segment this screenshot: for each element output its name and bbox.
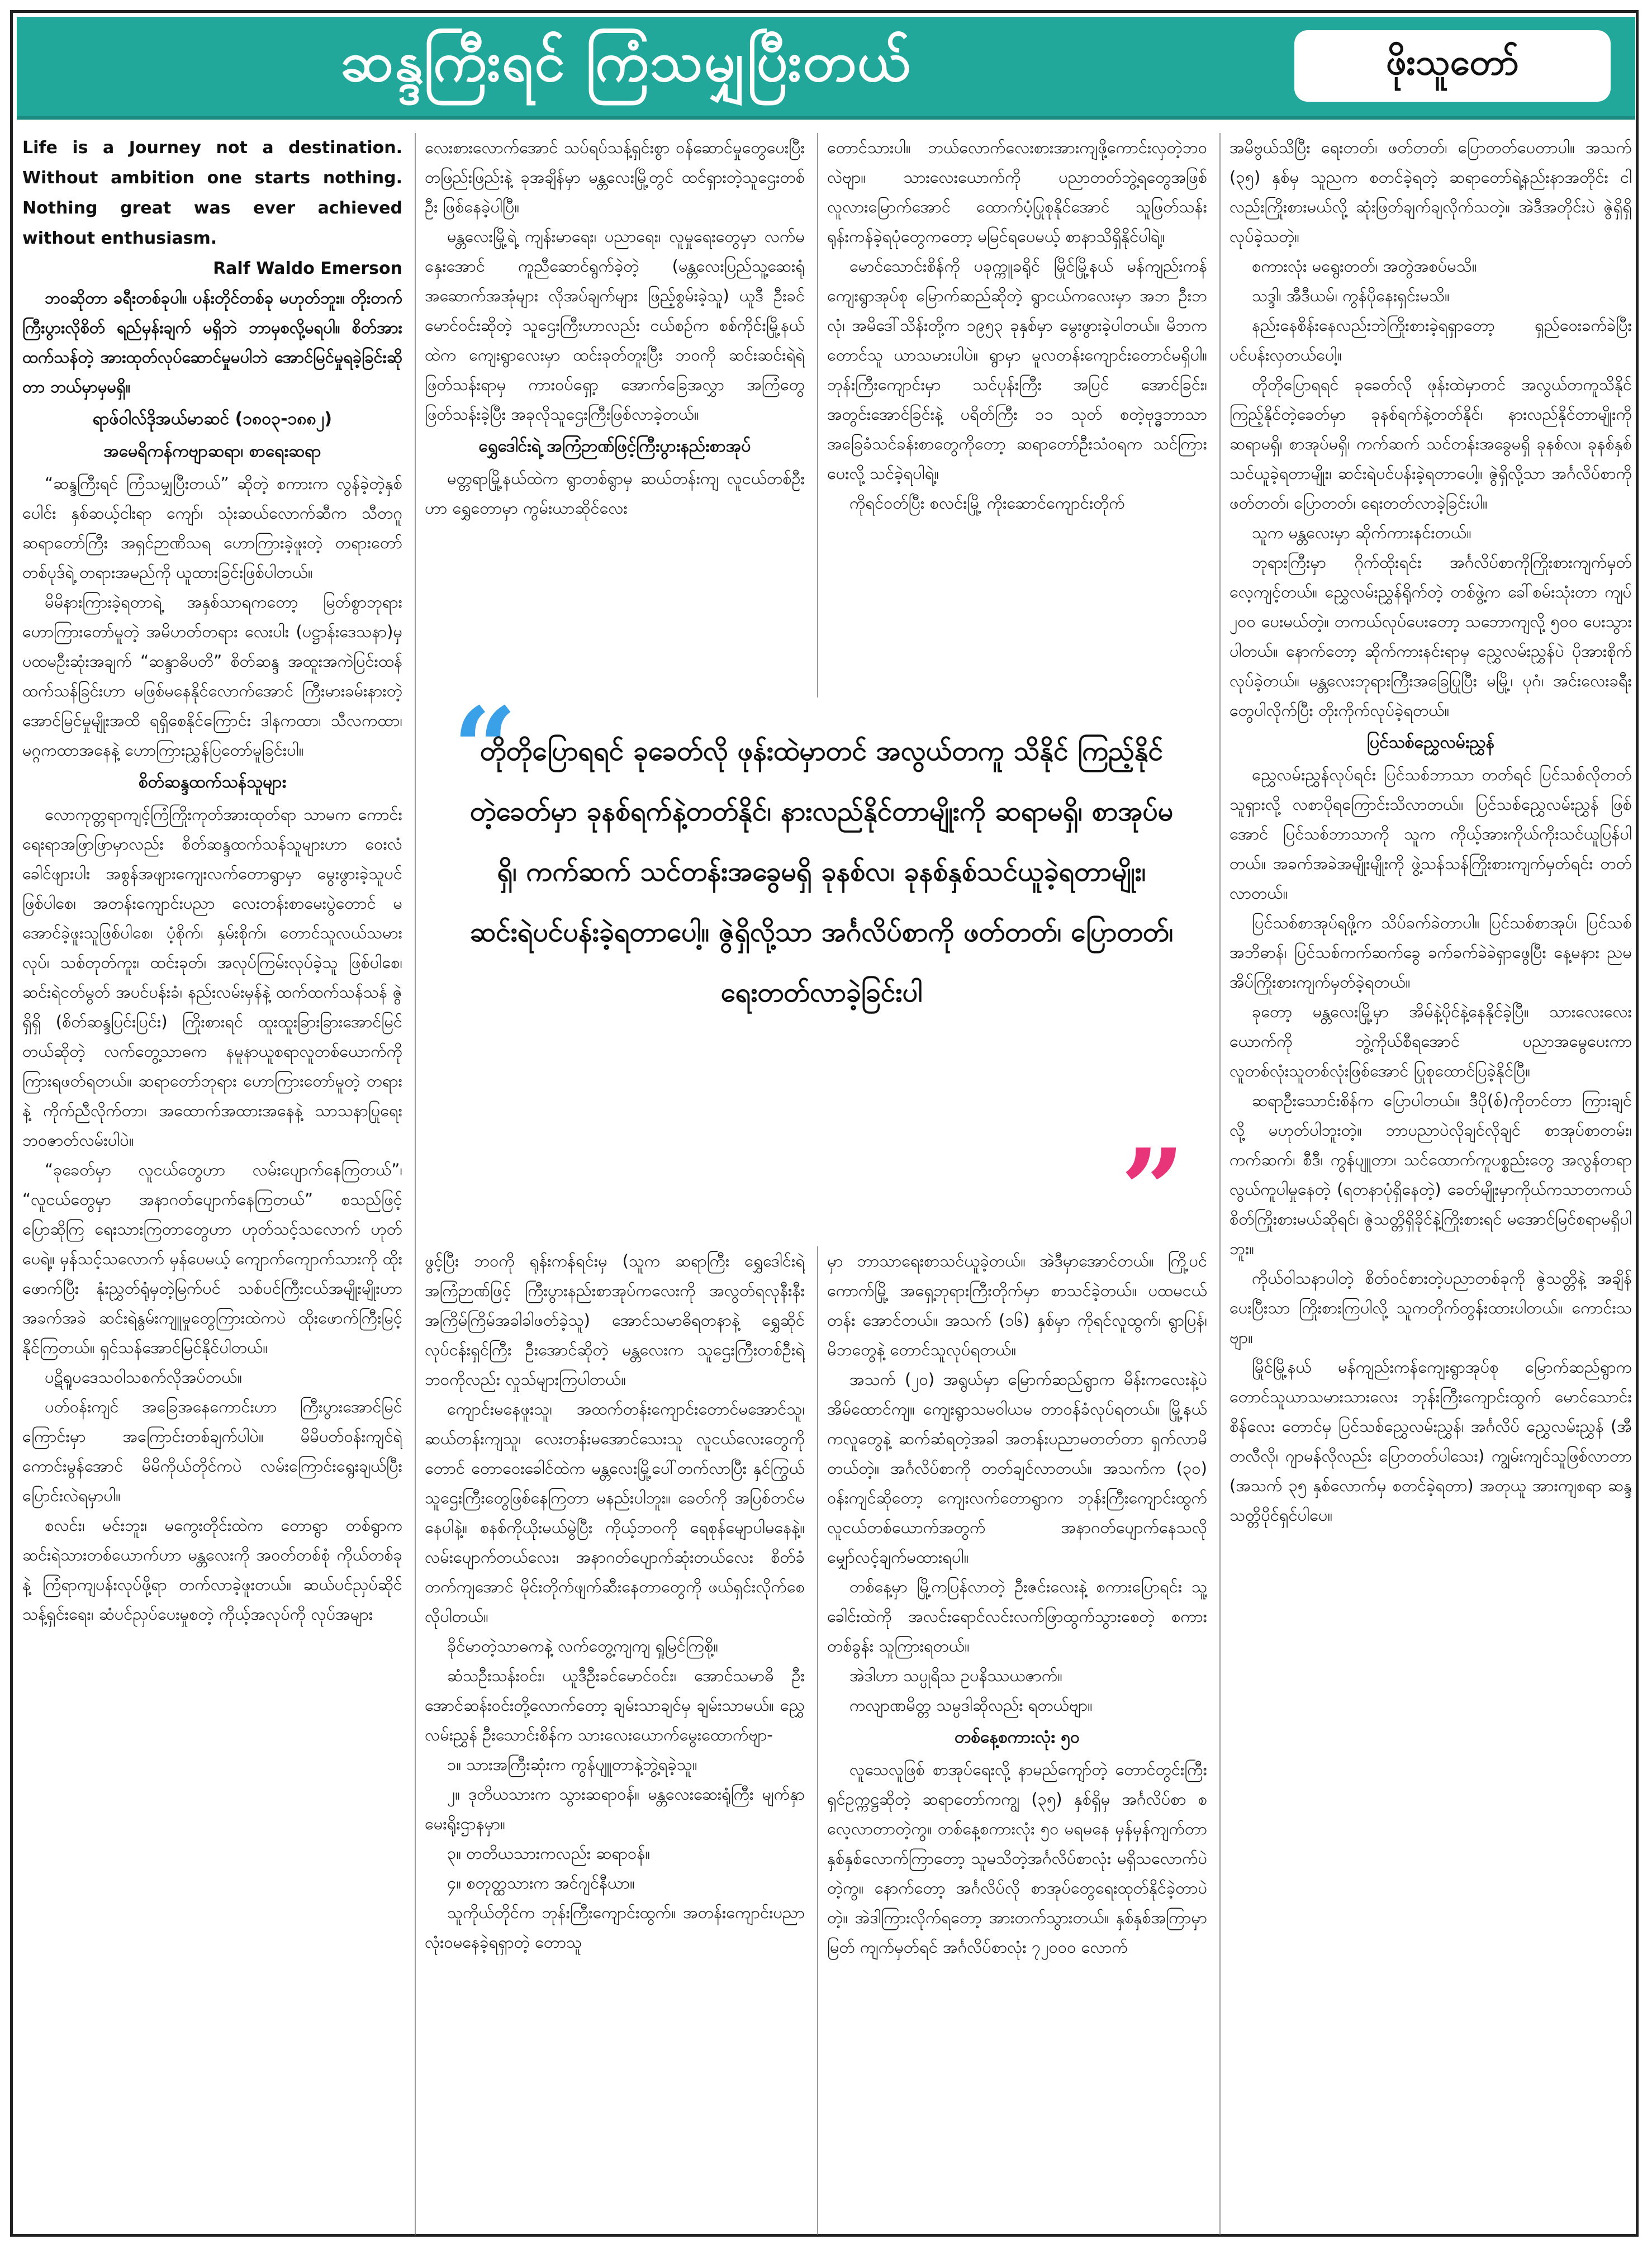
- paragraph: မတ္တရာမြို့နယ်ထဲက ရွာတစ်ရွာမှ ဆယ်တန်းကျ လူငယ်တစ်ဦးဟာ ရွှေတောမှာ ကွမ်းယာဆိုင်လေး: [425, 469, 805, 518]
- paragraph: သဒ္ဒါ၊ အီဒီယမ်၊ ကွန်ပိုနေးရှင်းမသိ။: [1252, 286, 1450, 305]
- paragraph: လောကုတ္တရာကျင့်ကြံကြိုးကုတ်အားထုတ်ရာ သာမက ကောင်းရေးရာအဖြာဖြာမှာလည်း စိတ်ဆန္ဒထက်သန်သူများဟာ ဝေးလံခေါင်ဖျားပါး အစွန်အဖျားကျေးလက်တောရွာမှာ မွေးဖွားခဲ့သူပင် ဖြစ်ပါစေ၊ အတန်းကျောင်းပညာ လေးတန်းစာမေးပွဲတောင် မအောင်ခဲ့ဖူးသူဖြစ်ပါစေ၊ ပံ့စိုက်၊ နှမ်းစိုက်၊ တောင်သူလယ်သမားလုပ်၊ သစ်တုတ်ကူး၊ ထင်းခုတ်၊ အလုပ်ကြမ်းလုပ်ခဲ့သူ ဖြစ်ပါစေ၊ ဆင်းရဲငတ်မွတ် အပင်ပန်းခံ၊ နည်းလမ်းမှန်နဲ့ ထက်ထက်သန်သန် ဇွဲရှိရှိ (စိတ်ဆန္ဒပြင်းပြင်း) ကြိုးစားရင် ထူးထူးခြားခြားအောင်မြင်တယ်ဆိုတဲ့ လက်တွေ့သာဓက နမူနာယူစရာလူတစ်ယောက်ကို ကြားရဖတ်ရတယ်။ ဆရာတော်ဘုရား ဟောကြားတော်မူတဲ့ တရားနဲ့ ကိုက်ညီလိုက်တာ၊ အထောက်အထားအနေနဲ့ သာသနာပြုရေး ဘဝဇာတ်လမ်းပါပဲ။: [22, 805, 402, 1150]
- intro-paragraph: ဘဝဆိုတာ ခရီးတစ်ခုပါ။ ပန်းတိုင်တစ်ခု မဟုတ်ဘူး။ တိုးတက်ကြီးပွားလိုစိတ် ရည်မှန်းချက် မရှိဘဲ ဘာမှစလို့မရပါ။ စိတ်အားထက်သန်တဲ့ အားထုတ်လုပ်ဆောင်မှုမပါဘဲ အောင်မြင်မှုရခဲ့ခြင်းဆိုတာ ဘယ်မှာမှမရှိ။: [22, 288, 402, 396]
- paragraph: ညွှေလမ်းညွှန်လုပ်ရင်း ပြင်သစ်ဘာသာ တတ်ရင် ပြင်သစ်လိုတတ်သူရှားလို့ လစာပိုရကြောင်းသိလာတယ်။ ပြင်သစ်ညွှေလမ်းညွှန် ဖြစ်အောင် ပြင်သစ်ဘာသာကို သူက ကိုယ့်အားကိုယ်ကိုးသင်ယူပြန်ပါတယ်။ အခက်အခဲအမျိုးမျိုးကို ဖွဲ့သန်သန်ကြိုးစားကျက်မှတ်ရင်း တတ်လာတယ်။: [1229, 765, 1632, 903]
- section-heading: တစ်နေ့စကားလုံး ၅၀: [954, 1728, 1080, 1747]
- paragraph: ဘုရားကြီးမှာ ဂိုက်ထိုးရင်း အင်္ဂလိပ်စာကိုကြိုးစားကျက်မှတ်လေ့ကျင့်တယ်။ ညွှေလမ်းညွှန်ရိုက်တဲ့ တစ်ဖွဲ့က ခေါ်စမ်းသုံးတာ ကျပ် ၂၀၀ ပေးမယ်တဲ့။ တကယ်လုပ်ပေးတော့ သဘောကျလို့ ၅၀၀ ပေးသွားပါတယ်။ နောက်တော့ ဆိုက်ကားနင်းရာမှ ညွှေလမ်းညွှန်ပဲ ပိုအားစိုက်လုပ်ခဲ့တယ်။ မန္တလေးဘုရားကြီးအခြေပြုပြီး မမြို့၊ ပုဂံ၊ အင်းလေးခရီးတွေပါလိုက်ပြီး တိုးကိုက်လုပ်ခဲ့ရတယ်။: [1229, 553, 1632, 720]
- column-3-bottom: [827, 1246, 1207, 2234]
- list-item: ၃။ တတိယသားကလည်း ဆရာဝန်။: [447, 1844, 651, 1863]
- paragraph: ကလျာဏမိတ္တ သမ္ပဒါဆိုလည်း ရတယ်ဗျာ။: [849, 1696, 1093, 1715]
- english-quote: Life is a Journey not a destination. Without ambition one starts nothing. Nothing great was ever achieved without enthusiasm.: [22, 138, 402, 248]
- quote-author: Ralf Waldo Emerson: [213, 259, 402, 278]
- author-name: ဖိုးသူတော်: [1294, 30, 1611, 102]
- section-heading: ရွှေဒေါင်းရဲ့ အကြံဉာဏ်ဖြင့်ကြီးပွားနည်းစာအုပ်: [478, 436, 751, 456]
- paragraph: ဆရာဦးသောင်းစိန်က ပြောပါတယ်။ ဒီပို(စ်)ကိုတင်တာ ကြားချင်လို့ မဟုတ်ပါဘူးတဲ့။ ဘာပညာပဲလိုချင်လိုချင် စာအုပ်စာတမ်း၊ ကက်ဆက်၊ စီဒီ၊ ကွန်ပျူတာ၊ သင်ထောက်ကူပစ္စည်းတွေ အလွန်တရာလွယ်ကူပါမှုနေတဲ့ (ရတနာပုံရှိနေတဲ့) ခေတ်မျိုးမှာကိုယ်ကသာတကယ်စိတ်ကြိုးစားမယ်ဆိုရင်၊ ဇွဲသတ္တိရှိခိုင်နဲ့ကြိုးစားရင် မအောင်မြင်စရာမရှိပါဘူး။: [1229, 1091, 1632, 1258]
- paragraph: အသက် (၂၀) အရွယ်မှာ မြောက်ဆည်ရွာက မိန်းကလေးနဲ့ပဲ အိမ်ထောင်ကျ။ ကျေးရွာသမဝါယမ တာဝန်ခံလုပ်ရတယ်။ မြို့နယ်ကလူတွေနဲ့ ဆက်ဆံရတဲ့အခါ အတန်းပညာမတတ်တာ ရှက်လာမိတယ်တဲ့။ အင်္ဂလိပ်စာကို တတ်ချင်လာတယ်။ အသက်က (၃၀) ဝန်းကျင်ဆိုတော့ ကျေးလက်တောရွာက ဘုန်းကြီးကျောင်းထွက် လူငယ်တစ်ယောက်အတွက် အနာဂတ်ပျောက်နေသလို မျှော်လင့်ချက်မထားရပါ။: [827, 1370, 1207, 1567]
- close-quote-icon: ”: [1120, 1124, 1185, 1256]
- paragraph: စကားလုံး မရွေးတတ်၊ အတွဲအစပ်မသိ။: [1252, 257, 1477, 276]
- paragraph: မြိုင်မြို့နယ် မန်ကျည်းကန်ကျေးရွာအုပ်စု မြောက်ဆည်ရွာက တောင်သူယာသမားသားလေး ဘုန်းကြီးကျောင်းထွက် မောင်သောင်းစိန်လေး တောင်မှ ပြင်သစ်ညွှေလမ်းညွှန်၊ အင်္ဂလိပ် ညွှေလမ်းညွှန် (အီတလီလို၊ ဂျာမန်လိုလည်း ပြောတတ်ပါသေး) ကျွမ်းကျင်သူဖြစ်လာတာ (အသက် ၃၅ နှစ်လောက်မှ စတင်ခဲ့ရတာ) အတုယူ အားကျစရာ ဆန္ဒသတ္တိပိုင်ရှင်ပါပေ။: [1229, 1358, 1632, 1525]
- paragraph: သူကိုယ်တိုင်က ဘုန်းကြီးကျောင်းထွက်။ အတန်းကျောင်းပညာလုံးဝမနေခဲ့ရရှာတဲ့ တောသူ: [425, 1903, 805, 1952]
- paragraph: ဖွင့်ပြီး ဘဝကို ရုန်းကန်ရင်းမှ (သူက ဆရာကြီး ရွှေဒေါင်းရဲ့ အကြံဉာဏ်ဖြင့် ကြီးပွားနည်းစာအုပ်ကလေးကို အလွတ်ရလုနီးနီး အကြိမ်ကြိမ်အခါခါဖတ်ခဲ့သူ) အောင်သမာဓိရတနာနဲ့ ရွှေဆိုင်လုပ်ငန်းရှင်ကြီး ဦးအောင်ဆိုတဲ့ မန္တလေးက သူဌေးကြီးတစ်ဦးရဲ့ ဘဝကိုလည်း လှုသ်များကြပါတယ်။: [425, 1251, 805, 1389]
- column-divider: [1219, 133, 1221, 2234]
- paragraph: ပတ်ဝန်းကျင် အခြေအနေကောင်းဟာ ကြီးပွားအောင်မြင်ကြောင်းမှာ အကြောင်းတစ်ချက်ပါပဲ။ မိမိပတ်ဝန်းကျင်ရဲ့ ကောင်းမွန်အောင် မိမိကိုယ်တိုင်ကပဲ လမ်းကြောင်းရွေးချယ်ပြီး ပြောင်းလဲရမှာပါ။: [22, 1397, 402, 1505]
- column-divider: [415, 133, 416, 2234]
- paragraph: ကျောင်းမနေဖူးသူ၊ အထက်တန်းကျောင်းတောင်မအောင်သူ၊ ဆယ်တန်းကျသူ၊ လေးတန်းမအောင်သေးသူ လူငယ်လေးတွေကိုတောင် တောဝေးခေါင်ထဲက မန္တလေးမြို့ပေါ်တက်လာပြီး နှင်ကြွယ်သူဌေးကြီးတွေဖြစ်နေကြတာ မနည်းပါဘူး။ ခေတ်ကို အပြစ်တင်မနေပါနဲ့။ စနစ်ကိုယိုးမယ်မွဲပြီး ကိုယ့်ဘဝကို ရေစုန်မျောပါမနေနဲ့။ လမ်းပျောက်တယ်လေး၊ အနာဂတ်ပျောက်ဆုံးတယ်လေး စိတ်ခံတက်ကျအောင် မိုင်းတိုက်ဖျက်ဆီးနေတာတွေကို ဖယ်ရှင်းလိုက်စေလိုပါတယ်။: [425, 1399, 805, 1626]
- list-item: ၄။ စတုတ္ထသားက အင်ဂျင်နီယာ။: [447, 1873, 635, 1892]
- paragraph: ခိုင်မာတဲ့သာဓကနဲ့ လက်တွေ့ကျကျ ရှုမြင်ကြစို့။: [447, 1636, 719, 1655]
- column-3-top: [827, 133, 1207, 698]
- paragraph: နည်းနေစိန်းနေလည်းဘဲကြိုးစားခဲ့ရရှာတော့ ရှည်ဝေးခက်ခဲပြီး ပင်ပန်းလှတယ်ပေါ့။: [1229, 316, 1632, 364]
- column-divider: [817, 1246, 818, 2234]
- paragraph: အဲဒါဟာ သပ္ပုရိသ ဥပနိဿယဇာက်။: [849, 1666, 1062, 1685]
- paragraph: ခုတော့ မန္တလေးမြို့မှာ အိမ်နဲ့ပိုင်နဲ့နေနိုင်ခဲ့ပြီ။ သားလေးလေးယောက်ကို ဘွဲ့ကိုယ်စီရအောင် ပညာအမွေပေးကာ လူတစ်လုံးသူတစ်လုံးဖြစ်အောင် ပြုစုထောင်ပြခဲ့နိုင်ပြီ။: [1229, 1002, 1632, 1080]
- paragraph: မန္တလေးမြို့ရဲ့ ကျန်းမာရေး၊ ပညာရေး၊ လူမှုရေးတွေမှာ လက်မနှေးအောင် ကူညီဆောင်ရွက်ခဲ့တဲ့ (မန္တလေးပြည်သူ့ဆေးရုံအဆောက်အအုံများ လိုအပ်ချက်များ ဖြည့်စွမ်းခဲ့သူ) ယူဒီ ဦးခင်မောင်ဝင်းဆိုတဲ့ သူဌေးကြီးဟာလည်း ငယ်စဉ်က စစ်ကိုင်းမြို့နယ်ထဲက ကျေးရွာလေးမှာ ထင်းခုတ်တူးပြီး ဘဝကို ဆင်းဆင်းရဲရဲဖြတ်သန်းရာမှ ကားဝပ်ရှော့ အောက်ခြေအလွှာ အကြံတွေ ဖြတ်သန်းခဲ့ပြီး အခုလိုသူဌေးကြီးဖြစ်လာခဲ့တယ်။: [425, 227, 805, 424]
- headline: ဆန္ဒကြီးရင် ကြံသမျှပြီးတယ်: [340, 30, 912, 94]
- paragraph: လူသေလူဖြစ် စာအုပ်ရေးလို့ နာမည်ကျော်တဲ့ တောင်တွင်းကြီးရှင်ဥက္ကဋ္ဌဆိုတဲ့ ဆရာတော်ကကျွ (၃၅) နှစ်ရှိမှ အင်္ဂလိပ်စာ စလေ့လာတာတဲ့ကွ။ တစ်နေ့စကားလုံး ၅၀ မရမနေ မှန်မှန်ကျက်တာ နှစ်နှစ်လောက်ကြာတော့ သူမသိတဲ့အင်္ဂလိပ်စာလုံး မရှိသလောက်ပဲတဲ့ကွ။ နောက်တော့ အင်္ဂလိပ်လို စာအုပ်တွေရေးထုတ်နိုင်ခဲ့တာပဲတဲ့။ အဲဒါကြားလိုက်ရတော့ အားတက်သွားတယ်။ နှစ်နှစ်အကြာမှာမြတ် ကျက်မှတ်ရင် အင်္ဂလိပ်စာလုံး ၇၂၀၀၀ လောက်: [827, 1760, 1207, 1957]
- paragraph: မောင်သောင်းစိန်ကို ပခုက္ကူခရိုင် မြိုင်မြို့နယ် မန်ကျည်းကန်ကျေးရွာအုပ်စု မြောက်ဆည်ဆိုတဲ့ ရွာငယ်ကလေးမှာ အဘ ဦးဘလုံ၊ အမိဒေါ်သိန်းတို့က ၁၉၅၃ ခုနှစ်မှာ မွေးဖွားခဲ့ပါတယ်။ မိဘက တောင်သူ ယာသမားပါပဲ။ ရွာမှာ မူလတန်းကျောင်းတောင်မရှိပါ။ ဘုန်းကြီးကျောင်းမှာ သင်ပုန်းကြီး အပြင် အောင်ခြင်း၊ အတွင်းအောင်ခြင်းနဲ့ ပရိတ်ကြီး ၁၁ သုတ် စတဲ့ဗုဒ္ဓဘာသာ အခြေခံသင်ခန်းစာတွေကိုတော့ ဆရာတော်ဦးသံဝရက သင်ကြားပေးလို့ သင်ခဲ့ရပါရဲ့။: [827, 257, 1207, 483]
- paragraph: တိုတိုပြောရရင် ခုခေတ်လို ဖုန်းထဲမှာတင် အလွယ်တကူသိနိုင် ကြည့်နိုင်တဲ့ခေတ်မှာ ခုနစ်ရက်နဲ့တတ်နိုင်၊ နားလည်နိုင်တာမျိုးကို ဆရာမရှိ၊ စာအုပ်မရှိ၊ ကက်ဆက် သင်တန်းအခွေမရှိ ခုနစ်လ၊ ခုနစ်နှစ်သင်ယူခဲ့ရတာမျိုး၊ ဆင်းရဲပင်ပန်းခဲ့ရတာပေါ့။ ဇွဲရှိလို့သာ အင်္ဂလိပ်စာကို ဖတ်တတ်၊ ပြောတတ်၊ ရေးတတ်လာခဲ့ခြင်းပါ။: [1229, 375, 1632, 513]
- intro-role: အမေရိကန်ကဗျာဆရာ၊ စာရေးဆရာ: [103, 442, 321, 461]
- column-divider: [817, 133, 818, 698]
- paragraph: ဆံသဦးသန်းဝင်း၊ ယူဒီဦးခင်မောင်ဝင်း၊ အောင်သမာဓိ ဦးအောင်ဆန်းဝင်းတို့လောက်တော့ ချမ်းသာချင်မှ ချမ်းသာမယ်။ ညွှေလမ်းညွှန် ဦးသောင်းစိန်က သားလေးယောက်မွေးထောက်ဗျာ-: [425, 1666, 805, 1744]
- paragraph: အမိဗွယ်သိပြီး ရေးတတ်၊ ဖတ်တတ်၊ ပြောတတ်ပေတာပါ။ အသက် (၃၅) နှစ်မှ သူညက စတင်ခဲ့ရတဲ့ ဆရာတော်ရဲ့နည်းနာအတိုင်း ငါလည်းကြိုးစားမယ်လို့ ဆုံးဖြတ်ချက်ချလိုက်သတဲ့။ အဲဒီအတိုင်းပဲ ဇွဲရှိရှိလုပ်ခဲ့သတဲ့။: [1229, 138, 1632, 246]
- paragraph: တောင်သားပါ။ ဘယ်လောက်လေးစားအားကျဖို့ကောင်းလှတဲ့ဘဝလဲဗျာ။ သားလေးယောက်ကို ပညာတတ်ဘွဲ့ရတွေအဖြစ် လူလားမြောက်အောင် ထောက်ပံ့ပြုစုနိုင်အောင် သူဖြတ်သန်းရုန်းကန်ခဲ့ရပုံတွေကတော့ မမြင်ရပေမယ့် စာနာသိရှိနိုင်ပါရဲ့။: [827, 138, 1207, 246]
- paragraph: ပဋိရူပဒေသဝါသစက်လိုအပ်တယ်။: [45, 1368, 243, 1387]
- paragraph: ကိုရင်ဝတ်ပြီး စလင်းမြို့ ကိုးဆောင်ကျောင်းတိုက်: [849, 494, 1125, 513]
- paragraph: စလင်း၊ မင်းဘူး၊ မကွေးတိုင်းထဲက တောရွာ တစ်ရွာက ဆင်းရဲသားတစ်ယောက်ဟာ မန္တလေးကို အဝတ်တစ်စုံ ကိုယ်တစ်ခုနဲ့ ကြံရာကျပန်းလုပ်ဖို့ရာ တက်လာခဲ့ဖူးတယ်။ ဆယ်ပင်ညှပ်ဆိုင် သန့်ရှင်းရေး၊ ဆံပင်ညှပ်ပေးမှုစတဲ့ ကိုယ့်အလုပ်ကို လုပ်အများ: [22, 1516, 402, 1624]
- column-1: [22, 133, 402, 2234]
- list-item: ၂။ ဒုတိယသားက သွားဆရာဝန်။ မန္တလေးဆေးရုံကြီး မျက်နှာမေးရိုးဌာနမှာ။: [425, 1785, 805, 1833]
- section-heading: စိတ်ဆန္ဒထက်သန်သူများ: [138, 772, 287, 792]
- paragraph: မှာ ဘာသာရေးစာသင်ယူခဲ့တယ်။ အဲဒီမှာအောင်တယ်။ ကြို့ပင်ကောက်မြို့ အရှေ့ဘုရားကြီးတိုက်မှာ စာသင်ခဲ့တယ်။ ပထမငယ်တန်း အောင်တယ်။ အသက် (၁၆) နှစ်မှာ ကိုရင်လူထွက်၊ ရွာပြန်၊ မိဘတွေနဲ့ တောင်သူလုပ်ရတယ်။: [827, 1251, 1207, 1359]
- column-4: [1229, 133, 1632, 2234]
- paragraph: တစ်နေ့မှာ မြို့ကပြန်လာတဲ့ ဦးဇင်းလေးနဲ့ စကားပြောရင်း သူ့ခေါင်းထဲကို အလင်းရောင်လင်းလက်ဖြာထွက်သွားစေတဲ့ စကားတစ်ခွန်း သူကြားရတယ်။: [827, 1577, 1207, 1655]
- pull-quote-text: တိုတိုပြောရရင် ခုခေတ်လို ဖုန်းထဲမှာတင် အလွယ်တကူ သိနိုင် ကြည့်နိုင်တဲ့ခေတ်မှာ ခုနစ်ရက်နဲ့တတ်နိုင်၊ နားလည်နိုင်တာမျိုးကို ဆရာမရှိ၊ စာအုပ်မရှိ၊ ကက်ဆက် သင်တန်းအခွေမရှိ ခုနစ်လ၊ ခုနစ်နှစ်သင်ယူခဲ့ရတာမျိုး၊ ဆင်းရဲပင်ပန်းခဲ့ရတာပေါ့။ ဇွဲရှိလို့သာ အင်္ဂလိပ်စာကို ဖတ်တတ်၊ ပြောတတ်၊ ရေးတတ်လာခဲ့ခြင်းပါ: [469, 736, 1174, 1008]
- paragraph: “ဆန္ဒကြီးရင် ကြံသမျှပြီးတယ်” ဆိုတဲ့ စကားက လွန်ခဲ့တဲ့နှစ်ပေါင်း နှစ်ဆယ့်ငါးရာ ကျော်၊ သုံးဆယ်လောက်ဆီက သီတဂူဆရာတော်ကြီး အရှင်ဉာဏိသရ ဟောကြားခဲ့ဖူးတဲ့ တရားတော်တစ်ပုဒ်ရဲ့ တရားအမည်ကို ယူထားခြင်းဖြစ်ပါတယ်။: [22, 474, 402, 582]
- paragraph: သူက မန္တလေးမှာ ဆိုက်ကားနင်းတယ်။: [1252, 523, 1471, 542]
- list-item: ၁။ သားအကြီးဆုံးက ကွန်ပျူတာနဲ့ဘွဲ့ရခဲ့သူ။: [447, 1755, 697, 1774]
- paragraph: ကိုယ်ဝါသနာပါတဲ့ စိတ်ဝင်စားတဲ့ပညာတစ်ခုကို ဇွဲသတ္တိနဲ့ အချိန်ပေးပြီးသာ ကြိုးစားကြပါလို့ သူကတိုက်တွန်းထားပါတယ်။ ကောင်းသဗျာ။: [1229, 1269, 1632, 1347]
- column-2-top: [425, 133, 805, 698]
- paragraph: “ခုခေတ်မှာ လူငယ်တွေဟာ လမ်းပျောက်နေကြတယ်”၊ “လူငယ်တွေမှာ အနာဂတ်ပျောက်နေကြတယ်” စသည်ဖြင့် ပြောဆိုကြ ရေးသားကြတာတွေဟာ ဟုတ်သင့်သလောက် ဟုတ်ပေရဲ့။ မှန်သင့်သလောက် မှန်ပေမယ့် ကျောက်ကျောက်သားကို ထိုးဖောက်ပြီး နုံးညွှတ်ရုံမှတဲ့မြက်ပင် သစ်ပင်ကြီးငယ်အမျိုးမျိုးဟာ အခက်အခဲ ဆင်းရဲနွမ်းကျူမှုတွေကြားထဲကပဲ ထိုးဖောက်ကြီးမြင့်နိုင်ကြတယ်။ ရှင်သန်အောင်မြင်နိုင်ပါတယ်။: [22, 1160, 402, 1357]
- pull-quote: [436, 683, 1207, 1256]
- header-banner: [17, 17, 1635, 120]
- section-heading: ပြင်သစ်ညွှေလမ်းညွှန်: [1367, 733, 1494, 752]
- open-quote-icon: “: [453, 683, 518, 814]
- intro-attribution: ရာဖ်ဝါလ်ဒိုအယ်မာဆင် (၁၈၀၃-၁၈၈၂): [92, 409, 333, 429]
- paragraph: ပြင်သစ်စာအုပ်ရဖို့က သိပ်ခက်ခဲတာပါ။ ပြင်သစ်စာအုပ်၊ ပြင်သစ်အဘိဓာန်၊ ပြင်သစ်ကက်ဆက်ခွေ ခက်ခက်ခဲခဲရှာဖွေပြီး နေ့မနား ညမအိပ်ကြိုးစားကျက်မှတ်ခဲ့ရတယ်။: [1229, 913, 1632, 991]
- paragraph: လေးစားလောက်အောင် သပ်ရပ်သန့်ရှင်းစွာ ဝန်ဆောင်မှုတွေပေးပြီး တဖြည်းဖြည်းနဲ့ ခုအချိန်မှာ မန္တလေးမြို့တွင် ထင်ရှားတဲ့သူဌေးတစ်ဦး ဖြစ်နေခဲ့ပါပြီ။: [425, 138, 805, 216]
- column-2-bottom: [425, 1246, 805, 2234]
- paragraph: မိမိနားကြားခဲ့ရတာရဲ့ အနှစ်သာရကတော့ မြတ်စွာဘုရားဟောကြားတော်မူတဲ့ အမိဟတ်တရား လေးပါး (ပဋ္ဌာန်းဒေသနာ)မှ ပထမဦးဆုံးအချက် “ဆန္ဒာဓိပတိ” စိတ်ဆန္ဒ အထူးအကဲပြင်းထန် ထက်သန်ခြင်းဟာ မဖြစ်မနေနိုင်လောက်အောင် ကြီးမားခမ်းနားတဲ့ အောင်မြင်မှုမျိုးအထိ ရရှိစေနိုင်ကြောင်း ဒါနကထာ၊ သီလကထာ၊ မဂ္ဂကထာအနေနဲ့ ဟောကြားညွှန်ပြတော်မူခြင်းပါ။: [22, 592, 402, 760]
